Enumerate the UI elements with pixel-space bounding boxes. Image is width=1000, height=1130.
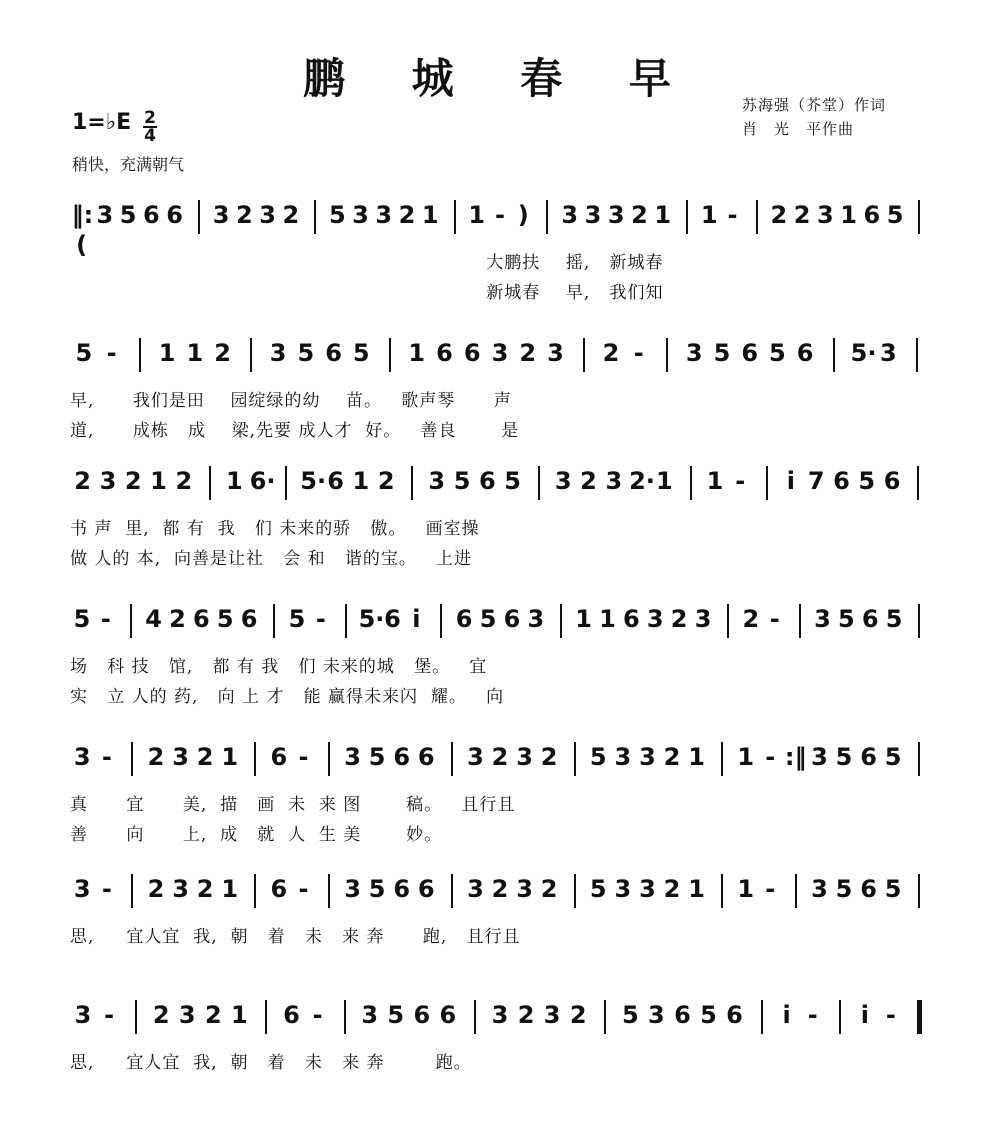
note-token: 1	[688, 875, 705, 903]
note-token: 6	[796, 339, 814, 367]
note-token: 6	[270, 875, 288, 903]
note-token: 3	[584, 201, 602, 229]
note-token: 1	[421, 201, 439, 229]
bar-line	[574, 742, 576, 776]
note-token: 5	[769, 339, 786, 367]
note-token: 2	[631, 201, 648, 229]
note-token: 5	[700, 1001, 717, 1029]
lyric-verse-1: 思, 宜人宜 我, 朝 着 未 来 奔 跑, 且行且	[70, 927, 521, 947]
note-token: 5	[886, 201, 904, 229]
bar-line	[130, 604, 132, 638]
note-token: 6	[270, 743, 288, 771]
note-token: 2	[124, 467, 142, 495]
note-token: 2	[74, 467, 91, 495]
note-token: 1	[575, 605, 592, 633]
bar-line	[604, 1000, 606, 1034]
bar-line	[918, 874, 920, 908]
bar-line	[583, 338, 585, 372]
note-token: 3	[685, 339, 703, 367]
notation-row	[70, 742, 940, 788]
note-token: 5	[216, 605, 234, 633]
note-token: 2	[377, 467, 395, 495]
note-token: 2	[793, 201, 811, 229]
note-token: 1	[158, 339, 176, 367]
note-token: -	[312, 1001, 323, 1029]
note-token: 3	[561, 201, 579, 229]
note-token: 1	[150, 467, 167, 495]
note-token: -	[727, 201, 738, 229]
note-token: 2	[569, 1001, 587, 1029]
note-token: 2·	[629, 467, 655, 495]
bar-line	[799, 604, 801, 638]
note-token: 3	[352, 201, 369, 229]
note-token: 2	[175, 467, 193, 495]
lyric-verse-1: 思, 宜人宜 我, 朝 着 未 来 奔 跑。	[70, 1053, 472, 1073]
bar-line	[254, 742, 256, 776]
note-token: 2	[540, 875, 558, 903]
note-token: 5	[884, 875, 902, 903]
note-token: 2	[204, 1001, 222, 1029]
note-token: 5	[73, 605, 91, 633]
bar-line	[451, 742, 453, 776]
time-signature-top: 2	[144, 108, 156, 128]
note-token: 3	[375, 201, 393, 229]
note-token: -	[633, 339, 644, 367]
note-token: 1	[656, 467, 673, 495]
note-token: 3	[269, 339, 287, 367]
bar-line	[918, 200, 920, 234]
composer-credit: 肖 光 平作曲	[742, 120, 855, 138]
bar-line	[345, 604, 347, 638]
bar-line	[795, 874, 797, 908]
note-token: 3	[811, 743, 828, 771]
note-token: 3	[74, 1001, 92, 1029]
bar-line	[139, 338, 141, 372]
lyric-verse-1: 早, 我们是田 园绽绿的幼 苗。 歌声琴 声	[70, 391, 512, 411]
note-token: 5	[328, 201, 346, 229]
note-token: -	[885, 1001, 896, 1029]
note-token: 3	[516, 743, 533, 771]
lyricist-credit: 苏海强（芥堂）作词	[742, 96, 887, 114]
notation-row	[70, 604, 940, 650]
note-token: 2	[602, 339, 620, 367]
note-token: 5	[504, 467, 521, 495]
bar-line	[918, 604, 920, 638]
bar-line	[666, 338, 668, 372]
note-token: 1	[599, 605, 616, 633]
note-token: 5	[119, 201, 137, 229]
note-token: 6	[327, 467, 344, 495]
bar-line	[474, 1000, 476, 1034]
note-token: 3	[811, 875, 828, 903]
note-token: :‖	[784, 743, 807, 771]
note-token: 5	[621, 1001, 639, 1029]
note-token: 1	[706, 467, 724, 495]
score-line	[70, 200, 940, 330]
note-token: -	[807, 1001, 818, 1029]
note-token: -	[100, 605, 111, 633]
note-token: 3	[96, 201, 114, 229]
note-token: 3	[73, 743, 91, 771]
lyric-verse-1: 场 科 技 馆, 都 有 我 们 未来的城 堡。 宜	[70, 657, 488, 677]
note-token: 3	[639, 875, 656, 903]
note-token: 1	[840, 201, 857, 229]
note-token: 2	[491, 875, 509, 903]
bar-line	[135, 1000, 137, 1034]
note-token: -	[101, 875, 112, 903]
bar-line	[916, 338, 918, 372]
note-token: 3	[212, 201, 230, 229]
note-token: 5	[858, 467, 876, 495]
note-token: 5	[479, 605, 497, 633]
notation-row	[70, 466, 940, 512]
note-token: 3	[547, 339, 564, 367]
note-token: 5·	[300, 467, 327, 495]
bar-line	[917, 1000, 922, 1034]
lyric-verse-2: 实 立 人的 药, 向 上 才 能 赢得未来闪 耀。 向	[70, 687, 505, 707]
notation-row	[70, 200, 940, 259]
score-line	[70, 604, 940, 734]
note-token: 7	[807, 467, 825, 495]
note-token: 6	[436, 339, 453, 367]
note-token: 6	[478, 467, 496, 495]
note-token: 3	[361, 1001, 379, 1029]
note-token: 6	[393, 875, 411, 903]
note-token: 6	[863, 201, 881, 229]
note-token: ‖:(	[71, 201, 94, 259]
note-token: 3	[614, 875, 632, 903]
note-token: 5·	[850, 339, 877, 367]
note-token: 2	[147, 743, 165, 771]
note-token: 5	[589, 875, 607, 903]
note-token: )	[517, 201, 529, 229]
note-token: -	[298, 875, 309, 903]
note-token: 1	[468, 201, 486, 229]
note-token: 1	[688, 743, 705, 771]
note-token: -	[315, 605, 326, 633]
bar-line	[265, 1000, 267, 1034]
note-token: 6	[142, 201, 160, 229]
note-token: 2	[540, 743, 558, 771]
note-token: 3	[605, 467, 623, 495]
note-token: 3	[607, 201, 625, 229]
note-token: 2	[152, 1001, 170, 1029]
note-token: 3	[639, 743, 656, 771]
score-line	[70, 1000, 940, 1130]
note-token: 2	[398, 201, 416, 229]
note-token: -	[101, 743, 112, 771]
note-token: 2	[196, 743, 214, 771]
bar-line	[727, 604, 729, 638]
note-token: -	[104, 1001, 115, 1029]
note-token: 6	[193, 605, 210, 633]
note-token: 1	[408, 339, 426, 367]
bar-line	[721, 874, 723, 908]
note-token: 2	[663, 743, 681, 771]
lyric-verse-1: 书 声 里, 都 有 我 们 未来的骄 傲。 画室操	[70, 519, 480, 539]
note-token: 3	[694, 605, 712, 633]
note-token: 3	[817, 201, 834, 229]
note-token: 3	[344, 875, 361, 903]
note-token: 6	[463, 339, 481, 367]
note-token: 6	[417, 743, 435, 771]
note-token: 6	[860, 743, 877, 771]
note-token: 2	[235, 201, 253, 229]
lyric-verse-2: 做 人的 本, 向善是让社 会 和 谐的宝。 上进	[70, 549, 473, 569]
bar-line	[209, 466, 211, 500]
bar-line	[273, 604, 275, 638]
note-token: 5·	[358, 605, 385, 633]
note-token: i	[786, 467, 795, 495]
score-line	[70, 338, 940, 468]
note-token: 2	[663, 875, 681, 903]
bar-line	[131, 874, 133, 908]
note-token: 5	[453, 467, 471, 495]
note-token: 1	[737, 875, 755, 903]
key-signature: 1=♭E	[72, 110, 132, 135]
note-token: 6·	[249, 467, 276, 495]
note-token: -	[495, 201, 505, 229]
note-token: 6	[393, 743, 411, 771]
note-token: 4	[145, 605, 162, 633]
note-token: 6	[674, 1001, 691, 1029]
bar-line	[538, 466, 540, 500]
note-token: 6	[623, 605, 640, 633]
note-token: 6	[726, 1001, 743, 1029]
note-token: 1	[226, 467, 243, 495]
note-token: 5	[885, 605, 903, 633]
note-token: 2	[147, 875, 165, 903]
note-token: 2	[214, 339, 231, 367]
bar-line	[314, 200, 316, 234]
lyric-verse-2: 新城春 早, 我们知	[70, 283, 664, 303]
bar-line	[328, 742, 330, 776]
song-title: 鹏 城 春 早	[303, 54, 697, 103]
note-token: -	[765, 743, 776, 771]
note-token: 6	[166, 201, 183, 229]
note-token: 2	[491, 743, 509, 771]
bar-line	[766, 466, 768, 500]
note-token: 6	[240, 605, 258, 633]
note-token: 3	[614, 743, 632, 771]
note-token: 3	[527, 605, 545, 633]
lyric-verse-1: 真 宜 美, 描 画 未 来 图 稿。 且行且	[70, 795, 516, 815]
note-token: 2	[169, 605, 186, 633]
note-token: 5	[297, 339, 315, 367]
note-token: 3	[543, 1001, 561, 1029]
note-token: 3	[880, 339, 897, 367]
score-line	[70, 466, 940, 596]
note-token: 5	[589, 743, 607, 771]
note-token: -	[765, 875, 776, 903]
note-token: 6	[861, 605, 879, 633]
note-token: 1	[737, 743, 755, 771]
note-token: i	[782, 1001, 791, 1029]
bar-line	[917, 466, 919, 500]
note-token: 3	[554, 467, 572, 495]
bar-line	[285, 466, 287, 500]
bar-line	[328, 874, 330, 908]
note-token: 3	[814, 605, 831, 633]
bar-line	[839, 1000, 841, 1034]
bar-line	[756, 200, 758, 234]
note-token: 5	[835, 875, 853, 903]
bar-line	[250, 338, 252, 372]
note-token: 3	[646, 605, 664, 633]
note-token: 3	[99, 467, 117, 495]
note-token: -	[735, 467, 746, 495]
note-token: 1	[654, 201, 672, 229]
note-token: 5	[368, 743, 386, 771]
note-token: 3	[491, 339, 509, 367]
bar-line	[546, 200, 548, 234]
bar-line	[721, 742, 723, 776]
note-token: 5	[368, 875, 386, 903]
bar-line	[254, 874, 256, 908]
note-token: 6	[384, 605, 401, 633]
time-signature-bottom: 4	[144, 126, 156, 146]
note-token: 3	[516, 875, 533, 903]
note-token: 2	[670, 605, 688, 633]
note-token: 5	[884, 743, 902, 771]
note-token: -	[106, 339, 117, 367]
note-token: 2	[770, 201, 788, 229]
note-token: 5	[288, 605, 306, 633]
lyric-verse-2: 道, 成栋 成 梁,先要 成人才 好。 善良 是	[70, 421, 520, 441]
tempo-marking: 稍快，充满朝气	[72, 155, 185, 174]
note-token: 1	[221, 743, 239, 771]
note-token: 3	[73, 875, 91, 903]
note-token: 1	[221, 875, 239, 903]
bar-line	[761, 1000, 763, 1034]
note-token: 3	[172, 875, 189, 903]
note-token: 3	[172, 743, 189, 771]
note-token: 1	[352, 467, 370, 495]
note-token: 5	[75, 339, 93, 367]
note-token: -	[769, 605, 780, 633]
note-token: 6	[860, 875, 877, 903]
note-token: 6	[413, 1001, 431, 1029]
note-token: 6	[883, 467, 901, 495]
note-token: 2	[742, 605, 760, 633]
note-token: 6	[283, 1001, 300, 1029]
bar-line	[918, 742, 920, 776]
bar-line	[131, 742, 133, 776]
note-token: 3	[344, 743, 361, 771]
bar-line	[440, 604, 442, 638]
bar-line	[451, 874, 453, 908]
note-token: 3	[467, 743, 484, 771]
note-token: 6	[503, 605, 521, 633]
lyric-verse-1: 大鹏扶 摇, 新城春	[70, 253, 664, 273]
bar-line	[389, 338, 391, 372]
bar-line	[454, 200, 456, 234]
note-token: 6	[417, 875, 435, 903]
notation-row	[70, 338, 940, 384]
note-token: 2	[519, 339, 537, 367]
note-token: 5	[352, 339, 370, 367]
note-token: 6	[455, 605, 473, 633]
note-token: 3	[467, 875, 484, 903]
note-token: 2	[517, 1001, 535, 1029]
note-token: 5	[835, 743, 853, 771]
note-token: 3	[178, 1001, 196, 1029]
note-token: 2	[580, 467, 597, 495]
bar-line	[411, 466, 413, 500]
note-token: 2	[282, 201, 300, 229]
notation-row	[70, 1000, 940, 1046]
note-token: -	[298, 743, 309, 771]
note-token: 6	[439, 1001, 457, 1029]
note-token: 3	[259, 201, 276, 229]
score-line	[70, 874, 940, 1004]
note-token: 1	[231, 1001, 248, 1029]
lyric-verse-2: 善 向 上, 成 就 人 生 美 妙。	[70, 825, 443, 845]
note-token: 6	[833, 467, 850, 495]
note-token: 5	[713, 339, 731, 367]
bar-line	[686, 200, 688, 234]
note-token: i	[412, 605, 421, 633]
note-token: 1	[700, 201, 718, 229]
note-token: 6	[325, 339, 342, 367]
note-token: 6	[741, 339, 759, 367]
note-token: 1	[186, 339, 204, 367]
bar-line	[690, 466, 692, 500]
note-token: 3	[491, 1001, 509, 1029]
bar-line	[833, 338, 835, 372]
note-token: 3	[428, 467, 446, 495]
note-token: 5	[838, 605, 855, 633]
bar-line	[574, 874, 576, 908]
score-line	[70, 742, 940, 872]
note-token: 3	[648, 1001, 665, 1029]
time-signature	[143, 110, 157, 144]
note-token: 5	[387, 1001, 405, 1029]
bar-line	[344, 1000, 346, 1034]
bar-line	[198, 200, 200, 234]
bar-line	[560, 604, 562, 638]
note-token: i	[860, 1001, 869, 1029]
notation-row	[70, 874, 940, 920]
note-token: 2	[196, 875, 214, 903]
